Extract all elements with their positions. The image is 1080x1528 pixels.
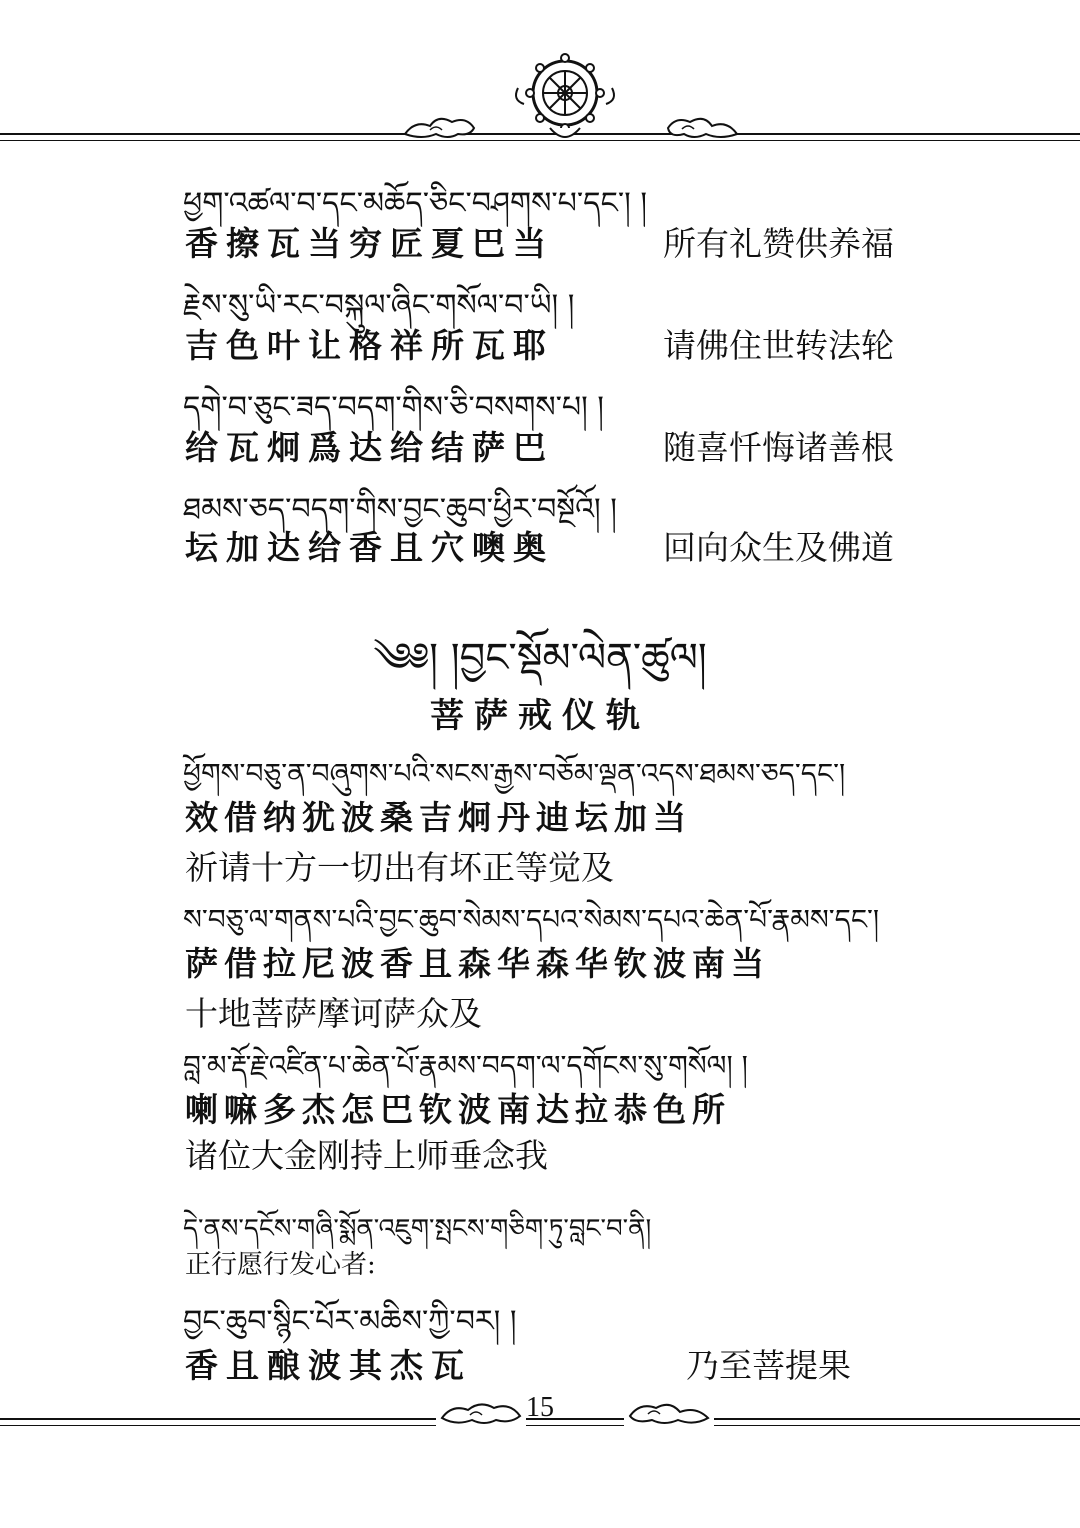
verse2-line3-tibetan: བླ་མ་རྡོ་རྗེ་འཛིན་པ་ཆེན་པོ་རྣམས་བདག་ལ་དགོངས་སུ་གསོལ། ། xyxy=(183,1049,748,1082)
verse1-line4-chinese: 回向众生及佛道 xyxy=(663,528,894,567)
verse3-line1-phonetic: 香且酿波其杰瓦 xyxy=(185,1346,472,1385)
verse1-line2-phonetic: 吉色叶让格祥所瓦耶 xyxy=(185,326,554,365)
section-title-chinese: 菩萨戒仪轨 xyxy=(430,696,650,736)
verse1-line3-chinese: 随喜忏悔诸善根 xyxy=(663,428,894,467)
bottom-rule-thin xyxy=(0,1425,1080,1426)
verse1-line1-chinese: 所有礼赞供养福 xyxy=(663,224,894,263)
verse3-intro-tibetan: དེ་ནས་དངོས་གཞི་སྨོན་འཇུག་སྤངས་གཅིག་ཏུ་བླང་བ་ནི། xyxy=(183,1214,652,1244)
verse1-line4-tibetan: ཐམས་ཅད་བདག་གིས་བྱང་ཆུབ་ཕྱིར་བསྔོའོ། ། xyxy=(183,492,617,527)
cloud-left-icon xyxy=(400,112,480,142)
section-title-tibetan: ༄༅། །བྱང་སྡོམ་ལེན་ཚུལ། xyxy=(373,635,707,681)
verse1-line1-tibetan: ཕྱག་འཚལ་བ་དང་མཆོད་ཅིང་བཤགས་པ་དང་། ། xyxy=(183,186,648,221)
verse3-line1-tibetan: བྱང་ཆུབ་སྙིང་པོར་མཆིས་ཀྱི་བར། ། xyxy=(183,1304,517,1339)
verse2-line2-chinese: 十地菩萨摩诃萨众及 xyxy=(185,994,482,1033)
page-number: 15 xyxy=(526,1392,554,1423)
verse1-line2-chinese: 请佛住世转法轮 xyxy=(663,326,894,365)
verse1-line3-phonetic: 给瓦炯爲达给结萨巴 xyxy=(185,428,554,467)
verse2-line1-tibetan: ཕྱོགས་བཅུ་ན་བཞུགས་པའི་སངས་རྒྱས་བཅོམ་ལྡན་འདས་ཐམས་ཅད་དང་། xyxy=(183,757,846,790)
verse2-line1-phonetic: 效借纳犹波桑吉炯丹迪坛加当 xyxy=(185,798,692,837)
verse2-line1-chinese: 祈请十方一切出有坏正等觉及 xyxy=(185,848,614,887)
verse1-line4-phonetic: 坛加达给香且穴噢奥 xyxy=(185,528,554,567)
verse1-line2-tibetan: རྗེས་སུ་ཡི་རང་བསྐུལ་ཞིང་གསོལ་བ་ཡི། ། xyxy=(183,288,575,323)
verse3-intro-chinese: 正行愿行发心者: xyxy=(185,1250,376,1280)
verse1-line1-phonetic: 香擦瓦当穷匠夏巴当 xyxy=(185,224,554,263)
verse1-line3-tibetan: དགེ་བ་ཅུང་ཟད་བདག་གིས་ཅི་བསགས་པ། ། xyxy=(183,390,604,425)
verse2-line2-phonetic: 萨借拉尼波香且森华森华钦波南当 xyxy=(185,944,770,983)
verse2-line3-phonetic: 喇嘛多杰怎巴钦波南达拉恭色所 xyxy=(185,1090,731,1129)
cloud-right-icon xyxy=(662,112,742,142)
verse3-line1-chinese: 乃至菩提果 xyxy=(686,1346,851,1385)
dharma-wheel-icon xyxy=(510,48,620,148)
verse2-line2-tibetan: ས་བཅུ་ལ་གནས་པའི་བྱང་ཆུབ་སེམས་དཔའ་སེམས་དཔའ་ཆེན་པོ་རྣམས་དང་། xyxy=(183,903,880,936)
verse2-line3-chinese: 诸位大金刚持上师垂念我 xyxy=(185,1136,548,1175)
